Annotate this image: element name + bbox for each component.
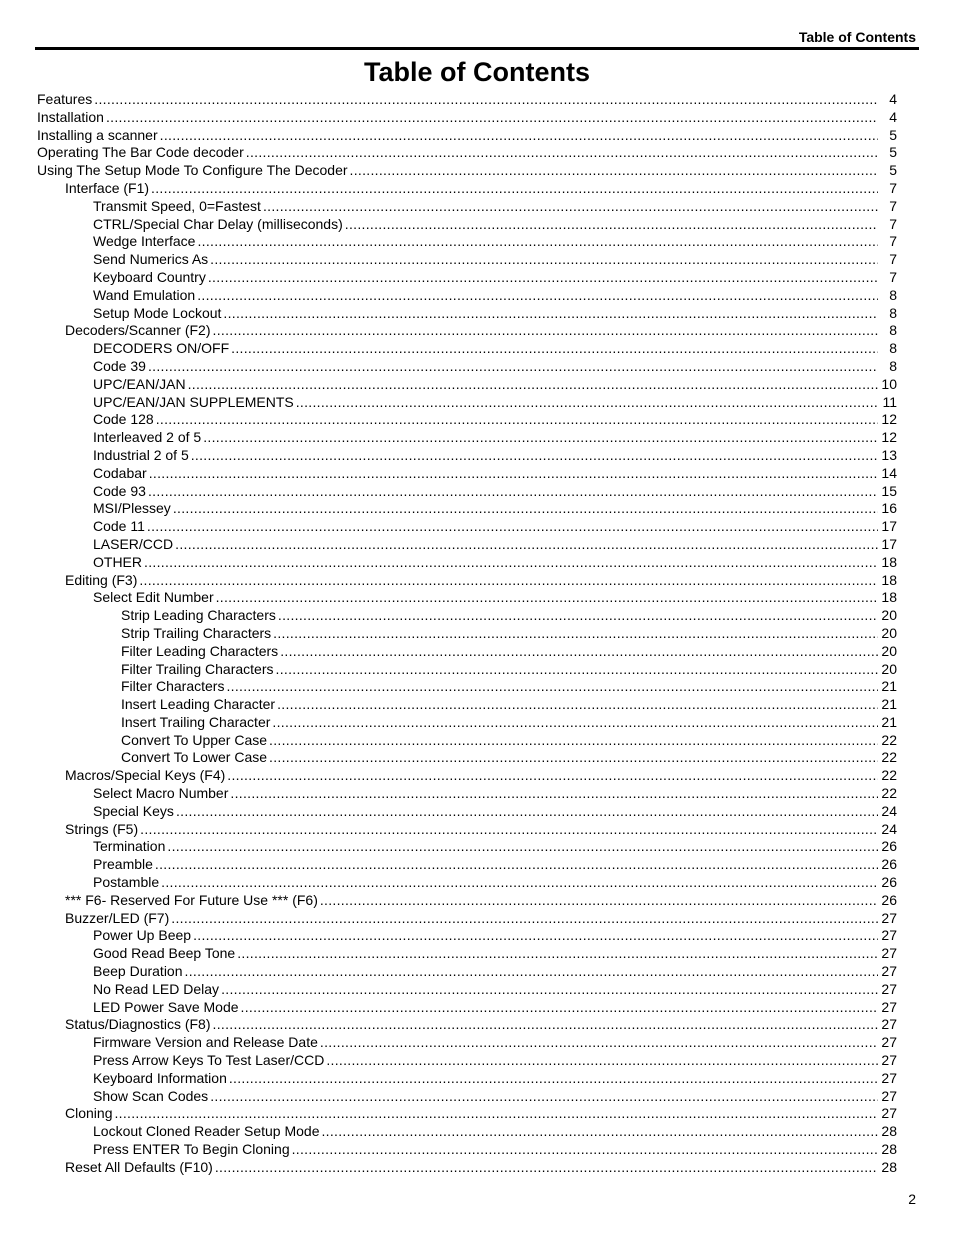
toc-entry-page: 27 bbox=[881, 945, 897, 962]
toc-entry-page: 8 bbox=[889, 340, 897, 357]
toc-entry-title: Postamble bbox=[93, 874, 160, 891]
toc-entry[interactable] bbox=[37, 892, 897, 910]
toc-entry-page: 22 bbox=[881, 767, 897, 784]
toc-entry-page: 10 bbox=[881, 375, 897, 392]
toc-entry-title: Filter Trailing Characters bbox=[121, 660, 274, 677]
toc-entry[interactable] bbox=[37, 269, 897, 287]
toc-entry-title: Send Numerics As bbox=[93, 251, 209, 268]
toc-entry[interactable] bbox=[37, 1070, 897, 1088]
dot-leader bbox=[292, 1141, 878, 1159]
page-number: 2 bbox=[908, 1191, 916, 1207]
toc-entry-title: Reset All Defaults (F10) bbox=[65, 1158, 213, 1175]
toc-entry-page: 20 bbox=[881, 607, 897, 624]
toc-entry-page: 24 bbox=[881, 802, 897, 819]
toc-entry-page: 7 bbox=[889, 215, 897, 232]
dot-leader bbox=[272, 714, 878, 732]
dot-leader bbox=[147, 518, 878, 536]
dot-leader bbox=[280, 643, 878, 661]
toc-entry-page: 27 bbox=[881, 1052, 897, 1069]
toc-entry-page: 26 bbox=[881, 838, 897, 855]
dot-leader bbox=[226, 678, 878, 696]
toc-entry[interactable] bbox=[37, 572, 897, 590]
dot-leader bbox=[185, 963, 878, 981]
dot-leader bbox=[106, 109, 878, 127]
toc-entry[interactable] bbox=[37, 483, 897, 501]
toc-entry-page: 18 bbox=[881, 553, 897, 570]
toc-entry-page: 20 bbox=[881, 660, 897, 677]
toc-entry[interactable] bbox=[37, 643, 897, 661]
dot-leader bbox=[176, 803, 878, 821]
dot-leader bbox=[210, 1088, 878, 1106]
dot-leader bbox=[216, 589, 878, 607]
toc-entry-page: 28 bbox=[881, 1158, 897, 1175]
toc-entry[interactable] bbox=[37, 785, 897, 803]
toc-entry-title: Code 39 bbox=[93, 357, 146, 374]
dot-leader bbox=[350, 162, 878, 180]
dot-leader bbox=[230, 785, 878, 803]
dot-leader bbox=[139, 572, 878, 590]
toc-entry-title: Macros/Special Keys (F4) bbox=[65, 767, 226, 784]
dot-leader bbox=[296, 394, 878, 412]
toc-entry-title: Editing (F3) bbox=[65, 571, 138, 588]
toc-entry[interactable] bbox=[37, 429, 897, 447]
dot-leader bbox=[278, 607, 878, 625]
toc-entry[interactable] bbox=[37, 607, 897, 625]
toc-entry-page: 7 bbox=[889, 197, 897, 214]
toc-entry[interactable] bbox=[37, 661, 897, 679]
toc-entry[interactable] bbox=[37, 803, 897, 821]
toc-entry-title: Keyboard Information bbox=[93, 1069, 227, 1086]
toc-entry-page: 27 bbox=[881, 1016, 897, 1033]
toc-entry[interactable] bbox=[37, 233, 897, 251]
toc-entry-title: Setup Mode Lockout bbox=[93, 304, 222, 321]
dot-leader bbox=[161, 874, 878, 892]
toc-entry-title: No Read LED Delay bbox=[93, 980, 220, 997]
toc-entry-page: 11 bbox=[882, 393, 897, 410]
dot-leader bbox=[175, 536, 878, 554]
toc-entry[interactable] bbox=[37, 127, 897, 145]
toc-entry-title: Features bbox=[37, 91, 93, 107]
toc-entry-page: 27 bbox=[881, 1069, 897, 1086]
toc-entry-page: 26 bbox=[881, 891, 897, 908]
toc-entry-title: Firmware Version and Release Date bbox=[93, 1034, 318, 1051]
toc-entry[interactable] bbox=[37, 394, 897, 412]
toc-entry-page: 17 bbox=[881, 518, 897, 535]
toc-entry-title: Insert Trailing Character bbox=[121, 713, 271, 730]
dot-leader bbox=[345, 216, 878, 234]
dot-leader bbox=[160, 127, 878, 145]
dot-leader bbox=[326, 1052, 878, 1070]
toc-entry-page: 20 bbox=[881, 624, 897, 641]
dot-leader bbox=[197, 287, 878, 305]
toc-entry-title: Press Arrow Keys To Test Laser/CCD bbox=[93, 1052, 325, 1069]
toc-entry-title: Code 93 bbox=[93, 482, 146, 499]
toc-entry-title: Wand Emulation bbox=[93, 286, 196, 303]
toc-entry[interactable] bbox=[37, 910, 897, 928]
toc-entry-page: 24 bbox=[881, 820, 897, 837]
toc-entry[interactable] bbox=[37, 447, 897, 465]
dot-leader bbox=[148, 483, 878, 501]
toc-entry-title: Cloning bbox=[65, 1105, 113, 1122]
toc-entry-title: Press ENTER To Begin Cloning bbox=[93, 1141, 290, 1158]
toc-entry[interactable] bbox=[37, 305, 897, 323]
toc-entry[interactable] bbox=[37, 714, 897, 732]
dot-leader bbox=[191, 447, 878, 465]
toc-entry[interactable] bbox=[37, 144, 897, 162]
toc-entry-page: 27 bbox=[881, 1087, 897, 1104]
toc-entry[interactable] bbox=[37, 91, 897, 109]
toc-entry-title: Filter Leading Characters bbox=[121, 642, 279, 659]
toc-entry-title: LED Power Save Mode bbox=[93, 998, 239, 1015]
toc-entry-title: Lockout Cloned Reader Setup Mode bbox=[93, 1123, 320, 1140]
toc-entry-title: Good Read Beep Tone bbox=[93, 945, 236, 962]
toc-entry-title: Code 128 bbox=[93, 411, 154, 428]
dot-leader bbox=[276, 661, 879, 679]
toc-entry-page: 22 bbox=[881, 731, 897, 748]
toc-entry-page: 8 bbox=[889, 357, 897, 374]
toc-entry-title: Codabar bbox=[93, 464, 147, 481]
toc-entry-title: CTRL/Special Char Delay (milliseconds) bbox=[93, 215, 343, 232]
toc-entry[interactable] bbox=[37, 678, 897, 696]
dot-leader bbox=[263, 198, 878, 216]
toc-entry-title: MSI/Plessey bbox=[93, 500, 171, 517]
toc-entry-title: Power Up Beep bbox=[93, 927, 192, 944]
toc-entry-title: Transmit Speed, 0=Fastest bbox=[93, 197, 261, 214]
toc-entry-title: Strip Trailing Characters bbox=[121, 624, 272, 641]
toc-entry-page: 12 bbox=[881, 429, 897, 446]
toc-entry-title: Strings (F5) bbox=[65, 820, 139, 837]
dot-leader bbox=[140, 821, 878, 839]
toc-entry[interactable] bbox=[37, 1159, 897, 1177]
toc-entry-page: 8 bbox=[889, 286, 897, 303]
toc-entry[interactable] bbox=[37, 927, 897, 945]
dot-leader bbox=[155, 856, 878, 874]
toc-entry-page: 26 bbox=[881, 856, 897, 873]
toc-entry[interactable] bbox=[37, 518, 897, 536]
dot-leader bbox=[193, 927, 878, 945]
toc-entry[interactable] bbox=[37, 625, 897, 643]
toc-entry-title: Beep Duration bbox=[93, 963, 183, 980]
toc-entry-title: Termination bbox=[93, 838, 166, 855]
toc-entry-title: OTHER bbox=[93, 553, 142, 570]
toc-entry[interactable] bbox=[37, 1123, 897, 1141]
dot-leader bbox=[171, 910, 878, 928]
toc-entry-title: Select Edit Number bbox=[93, 589, 214, 606]
toc-entry[interactable] bbox=[37, 536, 897, 554]
dot-leader bbox=[269, 749, 878, 767]
toc-entry-title: Convert To Lower Case bbox=[121, 749, 268, 766]
toc-entry[interactable] bbox=[37, 1141, 897, 1159]
toc-entry[interactable] bbox=[37, 554, 897, 572]
toc-entry-page: 15 bbox=[881, 482, 897, 499]
toc-entry-page: 22 bbox=[881, 749, 897, 766]
toc-entry-page: 5 bbox=[889, 126, 897, 143]
toc-entry-title: Installation bbox=[37, 108, 104, 125]
dot-leader bbox=[320, 892, 878, 910]
toc-entry[interactable] bbox=[37, 216, 897, 234]
toc-entry-title: Operating The Bar Code decoder bbox=[37, 144, 244, 161]
toc-entry-page: 12 bbox=[881, 411, 897, 428]
toc-entry-title: Code 11 bbox=[93, 518, 145, 535]
toc-entry[interactable] bbox=[37, 856, 897, 874]
toc-entry-page: 5 bbox=[889, 144, 897, 161]
toc-entry[interactable] bbox=[37, 1034, 897, 1052]
toc-entry-title: Keyboard Country bbox=[93, 268, 206, 285]
dot-leader bbox=[221, 981, 878, 999]
toc-entry-page: 8 bbox=[889, 322, 897, 339]
dot-leader bbox=[197, 233, 878, 251]
toc-entry-page: 27 bbox=[881, 1034, 897, 1051]
dot-leader bbox=[144, 554, 878, 572]
dot-leader bbox=[237, 945, 878, 963]
toc-entry-title: Strip Leading Characters bbox=[121, 607, 276, 624]
toc-entry[interactable] bbox=[37, 465, 897, 483]
toc-entry-page: 17 bbox=[881, 535, 897, 552]
dot-leader bbox=[213, 1016, 879, 1034]
toc-entry[interactable] bbox=[37, 180, 897, 198]
toc-entry[interactable] bbox=[37, 500, 897, 518]
dot-leader bbox=[215, 1159, 878, 1177]
toc-entry-page: 27 bbox=[881, 927, 897, 944]
toc-entry-page: 7 bbox=[889, 268, 897, 285]
toc-entry-title: LASER/CCD bbox=[93, 535, 174, 552]
toc-entry-page: 27 bbox=[881, 963, 897, 980]
toc-entry[interactable] bbox=[37, 589, 897, 607]
toc-entry[interactable] bbox=[37, 162, 897, 180]
toc-entry-title: Installing a scanner bbox=[37, 126, 158, 143]
toc-entry[interactable] bbox=[37, 767, 897, 785]
toc-entry-title: Status/Diagnostics (F8) bbox=[65, 1016, 211, 1033]
toc-entry-title: Show Scan Codes bbox=[93, 1087, 209, 1104]
toc-entry-title: UPC/EAN/JAN bbox=[93, 375, 186, 392]
toc-entry[interactable] bbox=[37, 1052, 897, 1070]
toc-entry-page: 21 bbox=[881, 696, 897, 713]
toc-entry[interactable] bbox=[37, 981, 897, 999]
toc-entry-page: 7 bbox=[889, 251, 897, 268]
dot-leader bbox=[94, 91, 878, 109]
toc-entry[interactable] bbox=[37, 358, 897, 376]
toc-entry[interactable] bbox=[37, 376, 897, 394]
dot-leader bbox=[156, 411, 878, 429]
toc-entry-title: Buzzer/LED (F7) bbox=[65, 909, 170, 926]
dot-leader bbox=[229, 1070, 878, 1088]
dot-leader bbox=[223, 305, 878, 323]
toc-entry-page: 16 bbox=[881, 500, 897, 517]
table-of-contents bbox=[37, 91, 897, 1177]
toc-entry[interactable] bbox=[37, 838, 897, 856]
toc-entry[interactable] bbox=[37, 322, 897, 340]
toc-entry-page: 28 bbox=[881, 1141, 897, 1158]
toc-entry-page: 21 bbox=[881, 713, 897, 730]
toc-entry-page: 28 bbox=[881, 1123, 897, 1140]
toc-entry-page: 18 bbox=[881, 571, 897, 588]
dot-leader bbox=[320, 1034, 878, 1052]
dot-leader bbox=[273, 625, 878, 643]
toc-entry-title: Filter Characters bbox=[121, 678, 225, 695]
toc-entry-page: 5 bbox=[889, 162, 897, 179]
toc-entry-page: 27 bbox=[881, 998, 897, 1015]
dot-leader bbox=[188, 376, 878, 394]
dot-leader bbox=[210, 251, 878, 269]
toc-entry[interactable] bbox=[37, 340, 897, 358]
toc-entry-title: Using The Setup Mode To Configure The Decoder bbox=[37, 162, 348, 179]
toc-entry-page: 7 bbox=[889, 233, 897, 250]
toc-entry-page: 26 bbox=[881, 874, 897, 891]
dot-leader bbox=[167, 838, 878, 856]
toc-entry-title: Decoders/Scanner (F2) bbox=[65, 322, 211, 339]
toc-entry-page: 21 bbox=[881, 678, 897, 695]
toc-entry-page: 27 bbox=[881, 980, 897, 997]
toc-entry-title: UPC/EAN/JAN SUPPLEMENTS bbox=[93, 393, 294, 410]
toc-entry-page: 4 bbox=[889, 91, 897, 107]
dot-leader bbox=[149, 465, 878, 483]
toc-entry-title: Convert To Upper Case bbox=[121, 731, 268, 748]
toc-entry[interactable] bbox=[37, 821, 897, 839]
toc-entry-page: 14 bbox=[881, 464, 897, 481]
toc-entry[interactable] bbox=[37, 696, 897, 714]
dot-leader bbox=[246, 144, 878, 162]
toc-entry-title: DECODERS ON/OFF bbox=[93, 340, 230, 357]
dot-leader bbox=[203, 429, 878, 447]
toc-entry-title: Preamble bbox=[93, 856, 153, 873]
toc-entry[interactable] bbox=[37, 874, 897, 892]
toc-entry-title: Special Keys bbox=[93, 802, 174, 819]
toc-entry[interactable] bbox=[37, 732, 897, 750]
dot-leader bbox=[227, 767, 878, 785]
toc-entry-title: Insert Leading Character bbox=[121, 696, 276, 713]
toc-entry[interactable] bbox=[37, 1088, 897, 1106]
toc-entry-page: 20 bbox=[881, 642, 897, 659]
toc-entry[interactable] bbox=[37, 945, 897, 963]
toc-entry[interactable] bbox=[37, 963, 897, 981]
dot-leader bbox=[151, 180, 878, 198]
dot-leader bbox=[114, 1105, 878, 1123]
dot-leader bbox=[148, 358, 878, 376]
running-header: Table of Contents bbox=[798, 29, 916, 45]
toc-entry[interactable] bbox=[37, 749, 897, 767]
dot-leader bbox=[173, 500, 878, 518]
toc-entry-page: 8 bbox=[889, 304, 897, 321]
dot-leader bbox=[269, 732, 878, 750]
toc-entry-page: 27 bbox=[881, 1105, 897, 1122]
toc-entry-title: Wedge Interface bbox=[93, 233, 196, 250]
toc-entry[interactable] bbox=[37, 287, 897, 305]
toc-entry-title: Select Macro Number bbox=[93, 785, 229, 802]
toc-entry-page: 22 bbox=[881, 785, 897, 802]
toc-entry[interactable] bbox=[37, 999, 897, 1017]
toc-entry[interactable] bbox=[37, 251, 897, 269]
toc-entry[interactable] bbox=[37, 1016, 897, 1034]
dot-leader bbox=[231, 340, 878, 358]
toc-entry-page: 18 bbox=[881, 589, 897, 606]
toc-entry[interactable] bbox=[37, 109, 897, 127]
toc-entry-title: Interface (F1) bbox=[65, 179, 150, 196]
toc-entry-page: 13 bbox=[881, 446, 897, 463]
toc-entry-page: 27 bbox=[881, 909, 897, 926]
dot-leader bbox=[208, 269, 878, 287]
toc-entry[interactable] bbox=[37, 411, 897, 429]
header-rule bbox=[35, 47, 919, 50]
toc-entry-title: *** F6- Reserved For Future Use *** (F6) bbox=[65, 891, 318, 908]
toc-entry-page: 7 bbox=[889, 179, 897, 196]
toc-entry-title: Interleaved 2 of 5 bbox=[93, 429, 202, 446]
toc-entry-page: 4 bbox=[889, 108, 897, 125]
dot-leader bbox=[241, 999, 878, 1017]
toc-entry[interactable] bbox=[37, 1105, 897, 1123]
dot-leader bbox=[277, 696, 878, 714]
page-title: Table of Contents bbox=[364, 57, 590, 87]
dot-leader bbox=[213, 322, 878, 340]
toc-entry-title: Industrial 2 of 5 bbox=[93, 446, 189, 463]
dot-leader bbox=[321, 1123, 878, 1141]
toc-entry[interactable] bbox=[37, 198, 897, 216]
